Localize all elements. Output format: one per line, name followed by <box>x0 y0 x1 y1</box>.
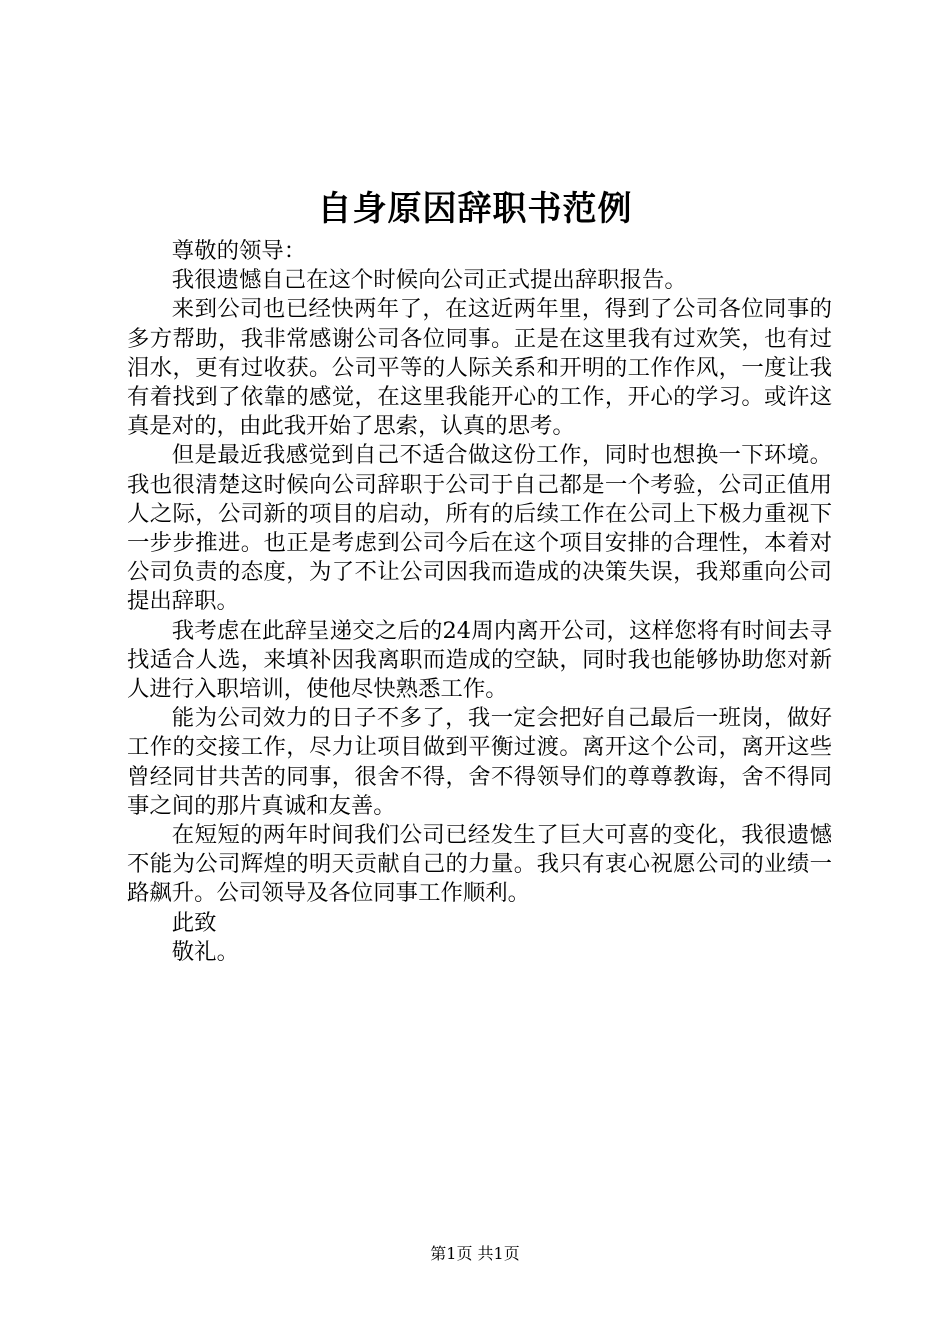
paragraph-reason: 但是最近我感觉到自己不适合做这份工作，同时也想换一下环境。我也很清楚这时候向公司辞职于公司于自己都是一个考验，公司正值用人之际，公司新的项目的启动，所有的后续工作在公司上下极力重视下一步步推进。也正是考虑到公司今后在这个项目安排的合理性，本着对公司负责的态度，为了不让公司因我而造成的决策失误，我郑重向公司提出辞职。 <box>127 442 832 615</box>
closing-line: 此致 <box>171 909 217 936</box>
page-title: 自身原因辞职书范例 <box>317 189 633 229</box>
paragraph-intro: 我很遗憾自己在这个时候向公司正式提出辞职报告。 <box>171 267 687 294</box>
paragraph-gratitude: 来到公司也已经快两年了，在这近两年里，得到了公司各位同事的多方帮助，我非常感谢公司各位同事。正是在这里我有过欢笑，也有过泪水，更有过收获。公司平等的人际关系和开明的工作作风，一度让我有着找到了依靠的感觉，在这里我能开心的工作，开心的学习。或许这真是对的，由此我开始了思索，认真的思考。 <box>127 296 832 440</box>
paragraph-wishes: 在短短的两年时间我们公司已经发生了巨大可喜的变化，我很遗憾不能为公司辉煌的明天贡献自己的力量。我只有衷心祝愿公司的业绩一路飙升。公司领导及各位同事工作顺利。 <box>127 822 832 907</box>
paragraph-handover: 能为公司效力的日子不多了，我一定会把好自己最后一班岗，做好工作的交接工作，尽力让项目做到平衡过渡。离开这个公司，离开这些曾经同甘共苦的同事，很舍不得，舍不得领导们的尊尊教诲，舍不得同事之间的那片真诚和友善。 <box>127 705 832 819</box>
page-footer: 第1页 共1页 <box>430 1244 520 1263</box>
closing-salute: 敬礼。 <box>171 938 239 965</box>
salutation: 尊敬的领导： <box>171 238 307 264</box>
letter-body <box>127 237 832 967</box>
paragraph-transition: 我考虑在此辞呈递交之后的24周内离开公司，这样您将有时间去寻找适合人选，来填补因我离职而造成的空缺，同时我也能够协助您对新人进行入职培训，使他尽快熟悉工作。 <box>127 617 832 703</box>
